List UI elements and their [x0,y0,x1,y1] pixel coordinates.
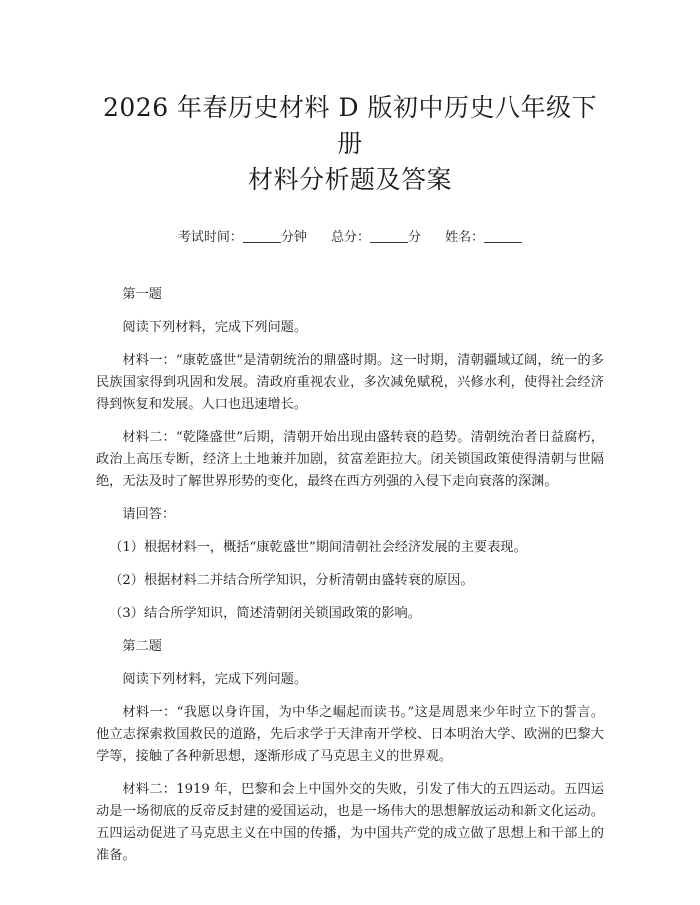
q1-material-1: 材料一：“康乾盛世”是清朝统治的鼎盛时期。这一时期，清朝疆域辽阔，统一的多民族国家得到巩固和发展。清政府重视农业，多次减免赋税，兴修水利，使得社会经济得到恢复和发展。人口也迅速增长。 [96,353,604,412]
title-line-2: 材料分析题及答案 [247,165,452,194]
document-body [96,284,604,867]
total-score-blank [370,229,408,243]
exam-time-blank [243,229,281,243]
q1-material-2: 材料二：“乾隆盛世”后期，清朝开始出现由盛转衰的趋势。清朝统治者日益腐朽，政治上高压专断，经济上土地兼并加剧，贫富差距拉大。闭关锁国政策使得清朝与世隔绝，无法及时了解世界形势的变化，最终在西方列强的入侵下走向衰落的深渊。 [96,430,604,489]
q2-material-2: 材料二：1919 年，巴黎和会上中国外交的失败，引发了伟大的五四运动。五四运动是一场彻底的反帝反封建的爱国运动，也是一场伟大的思想解放运动和新文化运动。五四运动促进了马克思主义在中国的传播，为中国共产党的成立做了思想上和干部上的准备。 [96,782,604,863]
exam-time [178,230,311,245]
q1-ask: 请回答： [122,507,176,522]
q1-heading: 第一题 [122,287,162,302]
student-name [445,230,522,245]
total-score [331,230,425,245]
q1-sub-question-2: （2）根据材料二并结合所学知识，分析清朝由盛转衰的原因。 [109,573,474,588]
total-score-label: 总分： [330,230,370,245]
q1-sub-question-1: （1）根据材料一，概括“康乾盛世”期间清朝社会经济发展的主要表现。 [109,540,527,555]
document-title [96,0,604,198]
total-score-unit: 分 [408,230,422,245]
exam-time-unit: 分钟 [280,230,307,245]
student-name-label: 姓名： [445,230,485,245]
q2-heading: 第二题 [122,639,162,654]
q2-material-1: 材料一：“我愿以身许国，为中华之崛起而读书。”这是周恩来少年时立下的誓言。他立志探索救国救民的道路，先后求学于天津南开学校、日本明治大学、欧洲的巴黎大学等，接触了各种新思想，逐渐形成了马克思主义的世界观。 [96,705,604,764]
q1-sub-question-3: （3）结合所学知识，简述清朝闭关锁国政策的影响。 [109,606,421,621]
q1-intro: 阅读下列材料，完成下列问题。 [122,320,308,335]
student-name-blank [484,229,522,243]
title-line-1: 2026 年春历史材料 D 版初中历史八年级下册 [102,93,597,158]
exam-time-label: 考试时间： [177,230,243,245]
q2-intro: 阅读下列材料，完成下列问题。 [122,672,308,687]
exam-info-line [96,228,604,248]
